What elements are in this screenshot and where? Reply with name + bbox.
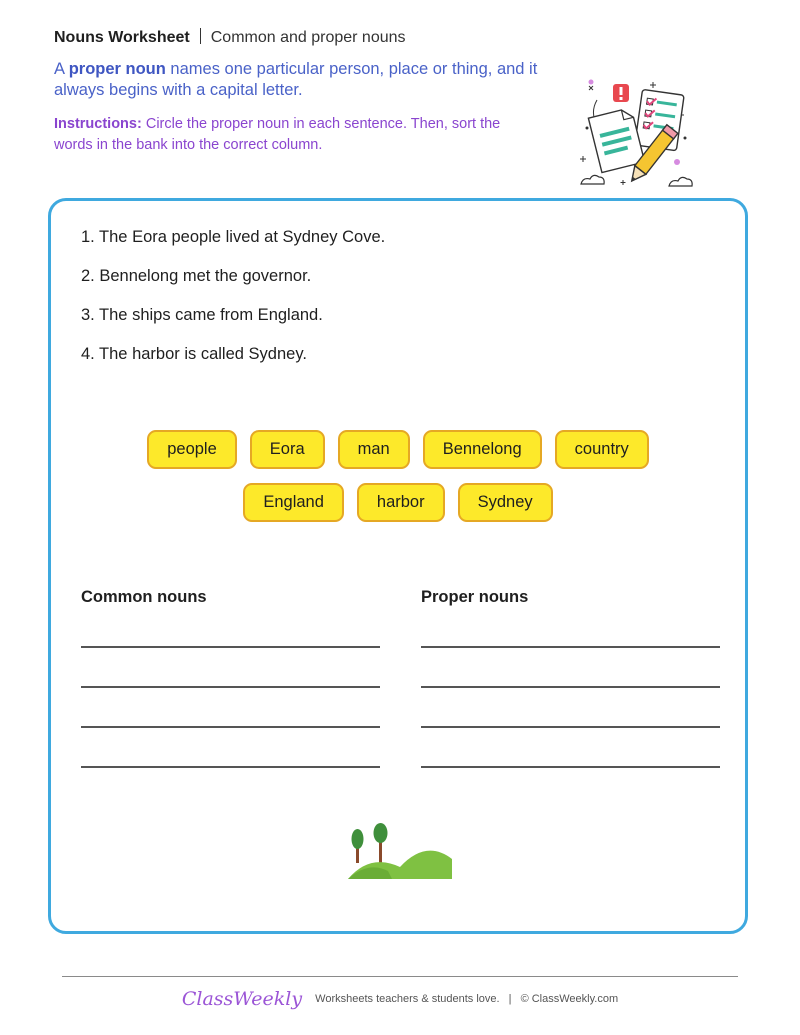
definition-rest: names one particular person, place or thing, and it always begins with a capital letter. xyxy=(54,60,538,99)
answer-line[interactable] xyxy=(81,686,380,688)
answer-line[interactable] xyxy=(421,766,720,768)
common-nouns-heading: Common nouns xyxy=(81,588,207,606)
footer-copyright: © ClassWeekly.com xyxy=(520,993,619,1005)
footer xyxy=(0,988,800,1010)
footer-tagline: Worksheets teachers & students love. xyxy=(315,993,500,1005)
answer-line[interactable] xyxy=(81,726,380,728)
word-bank-row-1 xyxy=(48,430,748,469)
word-chip-people[interactable]: people xyxy=(147,430,237,469)
footer-rule xyxy=(62,976,738,977)
word-chip-bennelong[interactable]: Bennelong xyxy=(423,430,542,469)
answer-line[interactable] xyxy=(421,686,720,688)
answer-line[interactable] xyxy=(81,646,380,648)
instructions-text: Circle the proper noun in each sentence. Then, sort the words in the bank into the correct column. xyxy=(54,116,501,153)
brand-logo: ClassWeekly xyxy=(181,988,303,1010)
trees-hill-icon xyxy=(348,823,452,879)
header-separator xyxy=(200,28,201,44)
word-bank xyxy=(48,430,748,536)
answer-line[interactable] xyxy=(81,766,380,768)
proper-nouns-column xyxy=(421,587,720,806)
sentence-list xyxy=(81,227,385,383)
word-bank-row-2 xyxy=(48,483,748,522)
definition-prefix: A xyxy=(54,60,69,78)
worksheet-header xyxy=(54,28,406,48)
proper-noun-definition xyxy=(54,59,574,101)
worksheet-title: Nouns Worksheet xyxy=(54,29,190,46)
common-nouns-lines xyxy=(81,646,380,768)
word-chip-man[interactable]: man xyxy=(338,430,410,469)
word-chip-sydney[interactable]: Sydney xyxy=(458,483,553,522)
sentence-1: 1. The Eora people lived at Sydney Cove. xyxy=(81,228,386,246)
checklist-pencil-icon xyxy=(577,78,697,196)
definition-term: proper noun xyxy=(68,60,166,78)
word-chip-england[interactable]: England xyxy=(243,483,344,522)
proper-nouns-lines xyxy=(421,646,720,768)
sentence-3: 3. The ships came from England. xyxy=(81,306,323,324)
answer-line[interactable] xyxy=(421,646,720,648)
footer-divider: | xyxy=(508,993,512,1005)
worksheet-subtitle: Common and proper nouns xyxy=(210,29,406,46)
common-nouns-column xyxy=(81,587,380,806)
answer-line[interactable] xyxy=(421,726,720,728)
sentence-4: 4. The harbor is called Sydney. xyxy=(81,345,307,363)
word-chip-country[interactable]: country xyxy=(555,430,649,469)
proper-nouns-heading: Proper nouns xyxy=(421,588,529,606)
instructions xyxy=(54,114,534,156)
sentence-2: 2. Bennelong met the governor. xyxy=(81,267,312,285)
word-chip-harbor[interactable]: harbor xyxy=(357,483,445,522)
instructions-label: Instructions: xyxy=(54,116,142,132)
word-chip-eora[interactable]: Eora xyxy=(250,430,325,469)
